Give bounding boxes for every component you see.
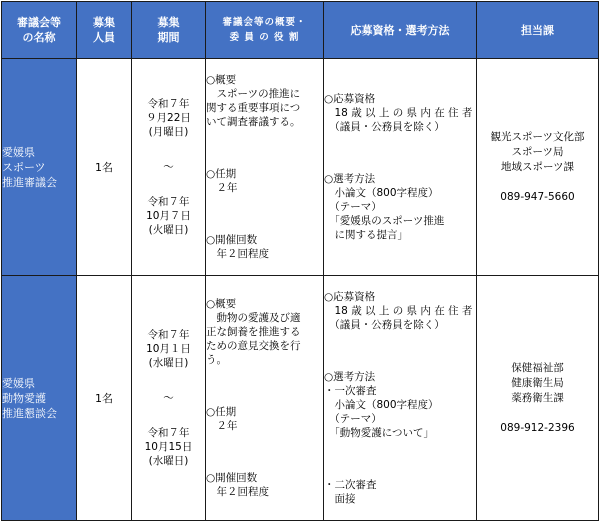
recruit-period	[132, 59, 206, 276]
period-start: 令和７年 ９月22日 (月曜日)	[146, 98, 191, 138]
description-term: ○任期 ２年	[206, 406, 238, 432]
recruit-period	[132, 276, 206, 521]
period-end: 令和７年 10月７日 (火曜日)	[146, 196, 191, 236]
header-row	[2, 2, 599, 59]
selection-method: ○選考方法 小論文（800字程度） （テーマ） 「愛媛県のスポーツ推進 に関する提言」	[324, 173, 445, 241]
description-meetings: ○開催回数 年２回程度	[206, 472, 269, 498]
recruit-count: 1名	[77, 59, 132, 276]
header-name: 審議会等 の名称	[2, 2, 77, 59]
recruit-count: 1名	[77, 276, 132, 521]
selection-method-interview: ・二次審査 面接	[324, 479, 377, 505]
committee-name: 愛媛県 スポーツ 推進審議会	[2, 59, 77, 276]
header-department: 担当課	[477, 2, 599, 59]
header-qualification: 応募資格・選考方法	[324, 2, 477, 59]
period-end: 令和７年 10月15日 (水曜日)	[144, 427, 193, 467]
table-row	[2, 59, 599, 276]
header-period: 募集 期間	[132, 2, 206, 59]
committee-recruitment-table	[1, 1, 599, 521]
eligibility: ○応募資格 18 歳 以 上 の 県 内 在 住 者 （議員・公務員を除く）	[324, 291, 473, 331]
eligibility: ○応募資格 18 歳 以 上 の 県 内 在 住 者 （議員・公務員を除く）	[324, 93, 473, 133]
selection-method: ○選考方法 ・一次審査 小論文（800字程度） （テーマ） 「動物愛護について」	[324, 371, 439, 439]
description-term: ○任期 ２年	[206, 168, 238, 194]
department-contact: 保健福祉部 健康衛生局 薬務衛生課 089-912-2396	[477, 276, 599, 521]
header-count: 募集 人員	[77, 2, 132, 59]
period-separator: ～	[163, 161, 174, 173]
committee-description	[206, 59, 324, 276]
committee-description	[206, 276, 324, 521]
committee-name: 愛媛県 動物愛護 推進懇談会	[2, 276, 77, 521]
department-contact: 観光スポーツ文化部 スポーツ局 地域スポーツ課 089-947-5660	[477, 59, 599, 276]
description-meetings: ○開催回数 年２回程度	[206, 234, 269, 260]
table-row	[2, 276, 599, 521]
header-description: 審議会等の概要・ 委 員 の 役 割	[206, 2, 324, 59]
qualification-selection	[324, 276, 477, 521]
description-overview: ○概要 スポーツの推進に 関する重要事項につ いて調査審議する。	[206, 74, 301, 128]
period-separator: ～	[163, 392, 174, 404]
period-start: 令和７年 10月１日 (水曜日)	[146, 329, 191, 369]
qualification-selection	[324, 59, 477, 276]
description-overview: ○概要 動物の愛護及び適 正な飼養を推進する ための意見交換を行 う。	[206, 298, 301, 366]
